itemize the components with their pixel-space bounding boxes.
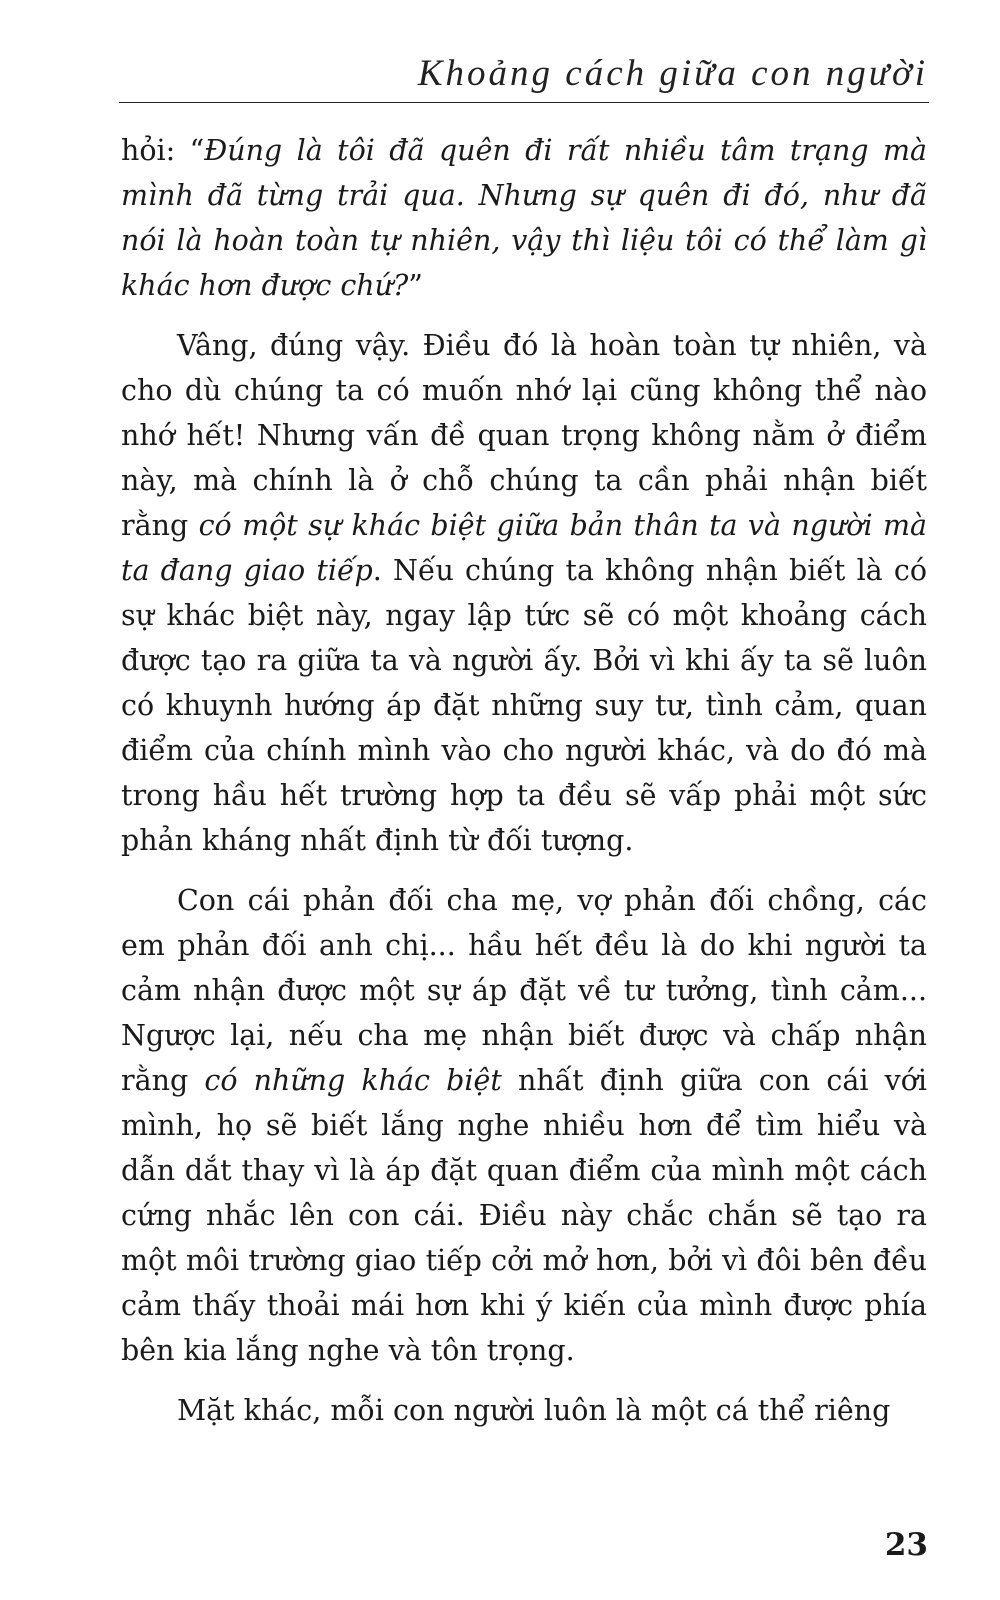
text-segment: hỏi: “ <box>121 134 205 167</box>
page-number: 23 <box>884 1527 928 1563</box>
text-segment: . Nếu chúng ta không nhận biết là có sự khác biệt này, ngay lập tức sẽ có một khoảng cách được tạo ra giữa ta và người ấy. Bởi vì khi ấy ta sẽ luôn có khuynh hướng áp đặt những suy tư, tình cảm, quan điểm của chính mình vào cho người khác, và do đó mà trong hầu hết trường hợp ta đều sẽ vấp phải một sức phản kháng nhất định từ đối tượng. <box>121 554 927 857</box>
text-segment: nhất định giữa con cái với mình, họ sẽ biết lắng nghe nhiều hơn để tìm hiểu và dẫn dắt thay vì là áp đặt quan điểm của mình một cách cứng nhắc lên con cái. Điều này chắc chắn sẽ tạo ra một môi trường giao tiếp cởi mở hơn, bởi vì đôi bên đều cảm thấy thoải mái hơn khi ý kiến của mình được phía bên kia lắng nghe và tôn trọng. <box>121 1064 927 1367</box>
text-segment-italic: có một sự khác biệt giữa bản thân ta và người mà ta đang giao tiếp <box>121 509 927 587</box>
paragraph-3 <box>121 878 927 1373</box>
text-segment-italic: có những khác biệt <box>204 1064 502 1097</box>
paragraph-2 <box>121 323 927 863</box>
running-header-title: Khoảng cách giữa con người <box>417 53 928 94</box>
body-text <box>121 128 927 1448</box>
paragraph-1 <box>121 128 927 308</box>
text-segment: Vâng, đúng vậy. Điều đó là hoàn toàn tự nhiên, và cho dù chúng ta có muốn nhớ lại cũng không thể nào nhớ hết! Nhưng vấn đề quan trọng không nằm ở điểm này, mà chính là ở chỗ chúng ta cần phải nhận biết rằng <box>121 329 927 542</box>
paragraph-4 <box>121 1388 927 1433</box>
text-segment: ” <box>408 269 423 302</box>
header-divider <box>119 102 929 103</box>
text-segment-italic: Đúng là tôi đã quên đi rất nhiều tâm trạng mà mình đã từng trải qua. Nhưng sự quên đi đó, như đã nói là hoàn toàn tự nhiên, vậy thì liệu tôi có thể làm gì khác hơn được chứ? <box>121 134 927 302</box>
text-segment: Mặt khác, mỗi con người luôn là một cá thể riêng <box>177 1394 891 1427</box>
text-segment: Con cái phản đối cha mẹ, vợ phản đối chồng, các em phản đối anh chị... hầu hết đều là do khi người ta cảm nhận được một sự áp đặt về tư tưởng, tình cảm... Ngược lại, nếu cha mẹ nhận biết được và chấp nhận rằng <box>121 884 927 1097</box>
